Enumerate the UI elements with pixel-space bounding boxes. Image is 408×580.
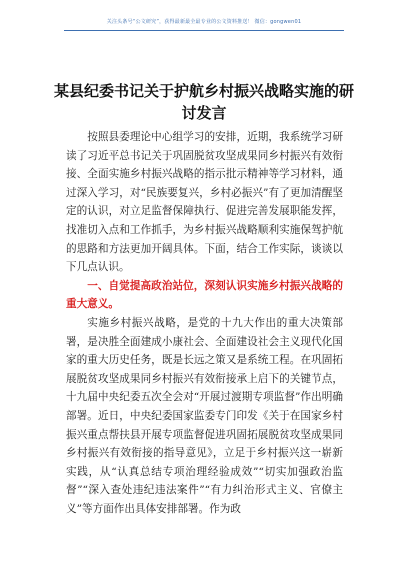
body-paragraph: 实施乡村振兴战略，是党的十九大作出的重大决策部署，是决胜全面建成小康社会、全面建设社会主义现代化国家的重大历史任务，既是长远之策又是系统工程。在巩固拓展脱贫攻坚成果同乡村振兴有效衔接承上启下的关键节点，十九届中央纪委五次全会对“开展过渡期专项监督”作出明确部署。近日，中央纪委国家监委专门印发《关于在国家乡村振兴重点帮扶县开展专项监督促进巩固拓展脱贫攻坚成果同乡村振兴有效衔接的指导意见》，立足于乡村振兴这一崭新实践，从“认真总结专项治理经验成效”“切实加强政治监督”“深入查处违纪违法案件”“有力纠治形式主义、官僚主义”等方面作出具体安排部署。作为政 <box>66 316 343 515</box>
document-body <box>66 128 343 518</box>
header-banner: 关注头条号“公文研究”，获得最新最全最专业的公文资料推送！ 微信：gongwen01 <box>106 19 302 25</box>
header-divider <box>64 30 344 31</box>
body-paragraph: 按照县委理论中心组学习的安排，近期，我系统学习研读了习近平总书记关于巩固脱贫攻坚成果同乡村振兴有效衔接、全面实施乡村振兴战略的指示批示精神等学习材料，通过深入学习，对“民族要复兴，乡村必振兴”有了更加清醒坚定的认识，对立足监督保障执行、促进完善发展职能发挥，找准切入点和工作抓手，为乡村振兴战略顺利实施保驾护航的思路和方法更加开阔具体。下面，结合工作实际，谈谈以下几点认识。 <box>66 131 343 274</box>
section-heading: 一、自觉提高政治站位，深刻认识实施乡村振兴战略的重大意义。 <box>66 279 343 311</box>
document-title: 某县纪委书记关于护航乡村振兴战略实施的研讨发言 <box>54 82 355 122</box>
